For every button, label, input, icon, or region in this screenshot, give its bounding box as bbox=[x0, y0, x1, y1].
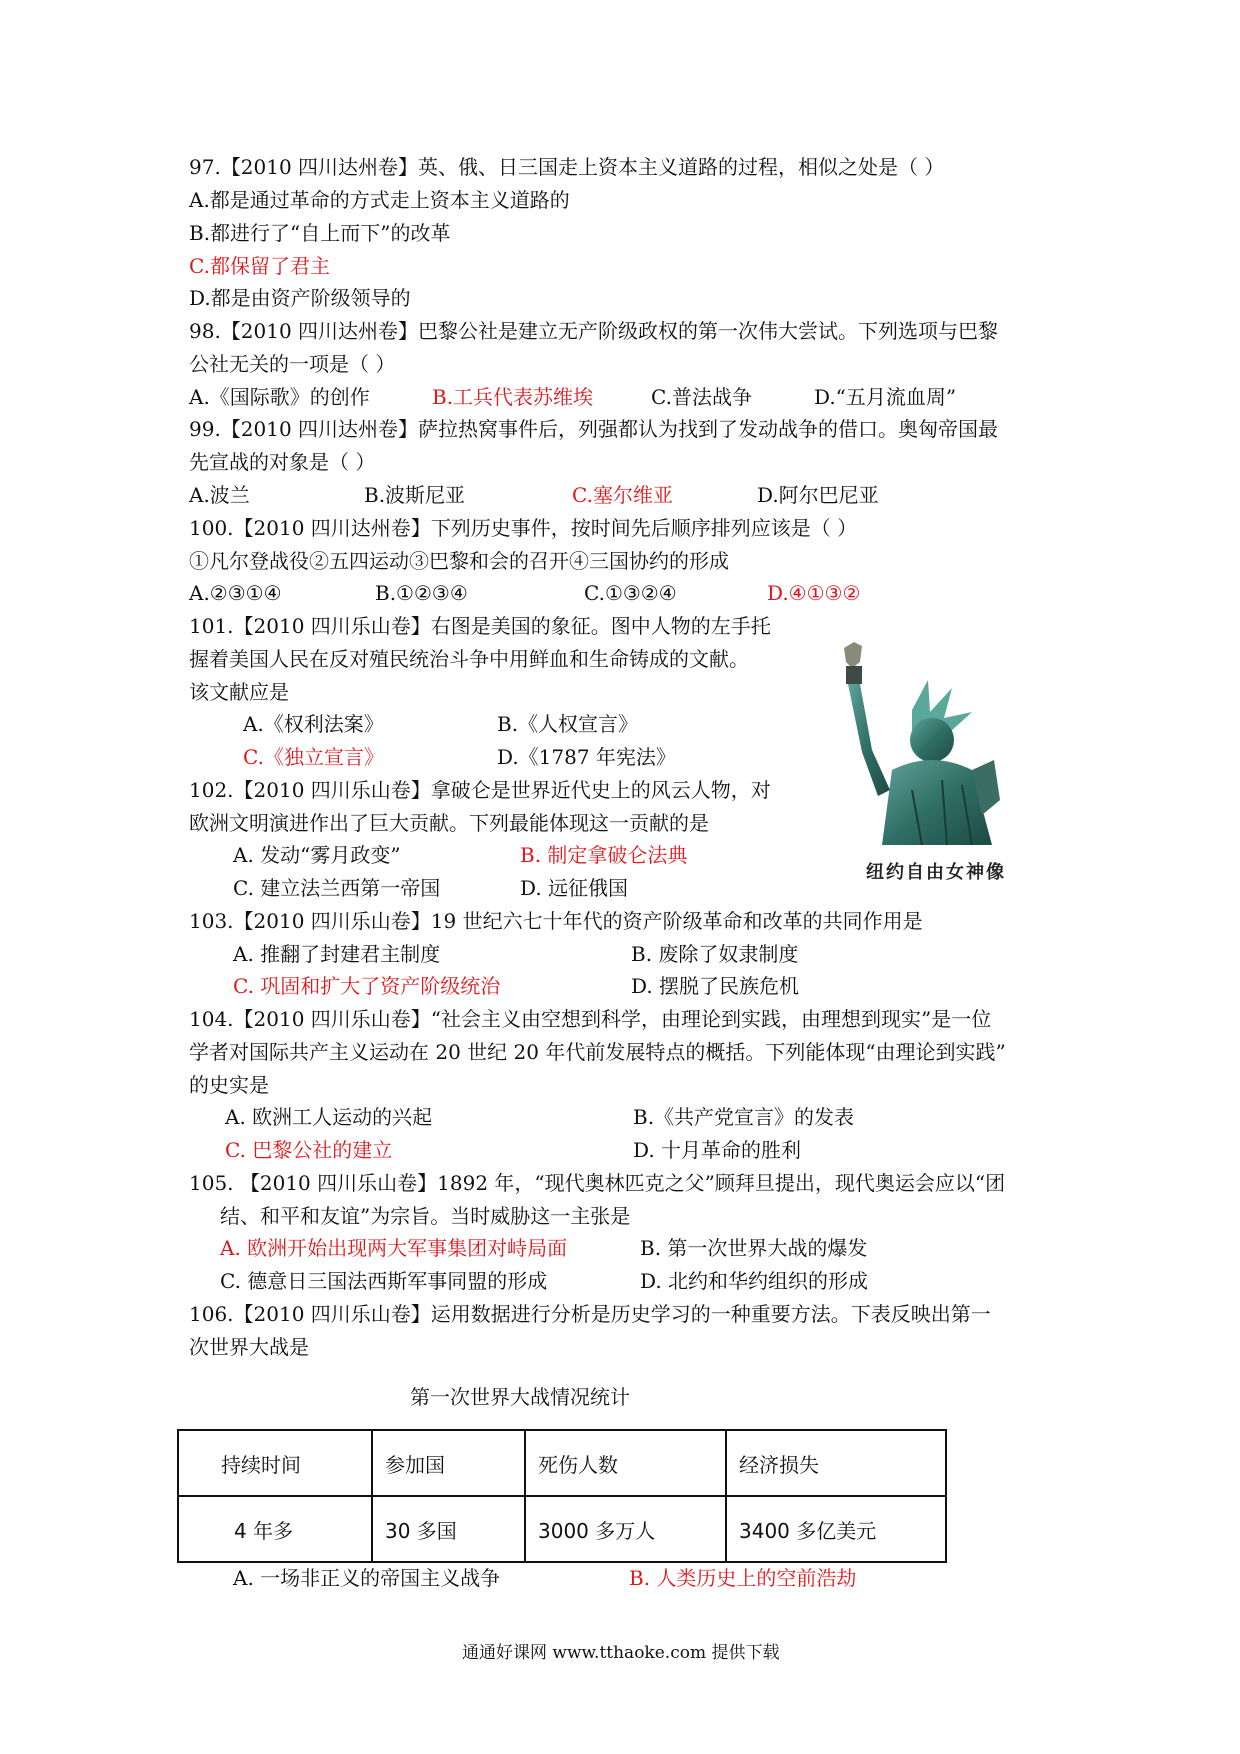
q100-option-a: A.②③①④ bbox=[189, 581, 282, 605]
q99-option-d: D.阿尔巴尼亚 bbox=[757, 483, 879, 507]
q103-option-b: B. 废除了奴隶制度 bbox=[631, 942, 799, 966]
q105-option-d: D. 北约和华约组织的形成 bbox=[640, 1269, 869, 1293]
q106-option-a: A. 一场非正义的帝国主义战争 bbox=[233, 1566, 501, 1590]
q98-option-c: C.普法战争 bbox=[651, 385, 752, 409]
q104-stem-cont: 学者对国际共产主义运动在 20 世纪 20 年代前发展特点的概括。下列能体现“由理论到实践” bbox=[189, 1040, 1006, 1064]
page-footer: 通通好课网 www.tthaoke.com 提供下载 bbox=[462, 1643, 780, 1663]
ww1-statistics-table bbox=[177, 1429, 947, 1563]
q102-stem-cont: 欧洲文明演进作出了巨大贡献。下列最能体现这一贡献的是 bbox=[189, 811, 709, 835]
q102-option-b-answer: B. 制定拿破仑法典 bbox=[520, 843, 688, 867]
q104-stem-cont2: 的史实是 bbox=[189, 1073, 269, 1097]
table-row bbox=[178, 1496, 946, 1562]
q104-option-c-answer: C. 巴黎公社的建立 bbox=[225, 1138, 393, 1162]
q99-option-c-answer: C.塞尔维亚 bbox=[572, 483, 673, 507]
q105-option-c: C. 德意日三国法西斯军事同盟的形成 bbox=[220, 1269, 548, 1293]
q97-option-d: D.都是由资产阶级领导的 bbox=[189, 286, 411, 310]
q101-option-c-answer: C.《独立宣言》 bbox=[243, 745, 384, 769]
q101-stem-cont: 握着美国人民在反对殖民统治斗争中用鲜血和生命铸成的文献。 bbox=[189, 647, 749, 671]
header-casualties: 死伤人数 bbox=[525, 1430, 726, 1496]
q103-option-c-answer: C. 巩固和扩大了资产阶级统治 bbox=[233, 974, 501, 998]
q106-stem-cont: 次世界大战是 bbox=[189, 1335, 309, 1359]
q98-stem: 98.【2010 四川达州卷】巴黎公社是建立无产阶级政权的第一次伟大尝试。下列选项与巴黎 bbox=[189, 319, 999, 343]
q106-option-b-answer: B. 人类历史上的空前浩劫 bbox=[629, 1566, 857, 1590]
q101-stem-cont2: 该文献应是 bbox=[189, 680, 289, 704]
q101-stem: 101.【2010 四川乐山卷】右图是美国的象征。图中人物的左手托 bbox=[189, 614, 771, 638]
q97-option-b: B.都进行了“自上而下”的改革 bbox=[189, 221, 451, 245]
q100-stem: 100.【2010 四川达州卷】下列历史事件，按时间先后顺序排列应该是（ ） bbox=[189, 516, 858, 540]
q102-stem: 102.【2010 四川乐山卷】拿破仑是世界近代史上的风云人物，对 bbox=[189, 778, 771, 802]
q99-option-b: B.波斯尼亚 bbox=[364, 483, 466, 507]
table-title: 第一次世界大战情况统计 bbox=[410, 1385, 630, 1409]
q104-option-d: D. 十月革命的胜利 bbox=[633, 1138, 802, 1162]
q105-option-b: B. 第一次世界大战的爆发 bbox=[640, 1236, 868, 1260]
q99-stem: 99.【2010 四川达州卷】萨拉热窝事件后，列强都认为找到了发动战争的借口。奥匈帝国最 bbox=[189, 417, 999, 441]
q98-option-b-answer: B.工兵代表苏维埃 bbox=[432, 385, 594, 409]
cell-casualties: 3000 多万人 bbox=[525, 1496, 726, 1562]
q102-option-d: D. 远征俄国 bbox=[520, 876, 629, 900]
header-economic-loss: 经济损失 bbox=[726, 1430, 946, 1496]
q97-option-c-answer: C.都保留了君主 bbox=[189, 254, 330, 278]
q104-stem: 104.【2010 四川乐山卷】“社会主义由空想到科学，由理论到实践，由理想到现实”是一位 bbox=[189, 1007, 992, 1031]
q99-option-a: A.波兰 bbox=[189, 483, 250, 507]
q102-option-c: C. 建立法兰西第一帝国 bbox=[233, 876, 441, 900]
q100-option-c: C.①③②④ bbox=[584, 581, 677, 605]
q103-option-d: D. 摆脱了民族危机 bbox=[631, 974, 800, 998]
header-countries: 参加国 bbox=[372, 1430, 525, 1496]
q100-option-b: B.①②③④ bbox=[375, 581, 468, 605]
q103-option-a: A. 推翻了封建君主制度 bbox=[233, 942, 441, 966]
q100-events: ①凡尔登战役②五四运动③巴黎和会的召开④三国协约的形成 bbox=[189, 549, 729, 573]
cell-economic-loss: 3400 多亿美元 bbox=[726, 1496, 946, 1562]
q104-option-b: B.《共产党宣言》的发表 bbox=[633, 1105, 855, 1129]
q99-stem-cont: 先宣战的对象是（ ） bbox=[189, 450, 376, 474]
table-header-row bbox=[178, 1430, 946, 1496]
q105-stem-cont: 结、和平和友谊”为宗旨。当时威胁这一主张是 bbox=[220, 1204, 631, 1228]
q98-option-a: A.《国际歌》的创作 bbox=[189, 385, 370, 409]
q98-option-d: D.“五月流血周” bbox=[814, 385, 957, 409]
statue-of-liberty-image bbox=[832, 640, 1057, 850]
q101-option-a: A.《权利法案》 bbox=[243, 712, 384, 736]
header-duration: 持续时间 bbox=[178, 1430, 372, 1496]
cell-countries: 30 多国 bbox=[372, 1496, 525, 1562]
q100-option-d-answer: D.④①③② bbox=[767, 581, 861, 605]
q97-stem: 97.【2010 四川达州卷】英、俄、日三国走上资本主义道路的过程，相似之处是（ ） bbox=[189, 155, 945, 179]
q98-stem-cont: 公社无关的一项是（ ） bbox=[189, 352, 396, 376]
cell-duration: 4 年多 bbox=[178, 1496, 372, 1562]
figure-caption: 纽约自由女神像 bbox=[866, 862, 1006, 883]
q102-option-a: A. 发动“雾月政变” bbox=[233, 843, 401, 867]
q106-stem: 106.【2010 四川乐山卷】运用数据进行分析是历史学习的一种重要方法。下表反映出第一 bbox=[189, 1302, 991, 1326]
q97-option-a: A.都是通过革命的方式走上资本主义道路的 bbox=[189, 188, 570, 212]
q104-option-a: A. 欧洲工人运动的兴起 bbox=[225, 1105, 433, 1129]
q101-option-b: B.《人权宣言》 bbox=[497, 712, 639, 736]
q105-option-a-answer: A. 欧洲开始出现两大军事集团对峙局面 bbox=[220, 1236, 568, 1260]
q105-stem: 105. 【2010 四川乐山卷】1892 年，“现代奥林匹克之父”顾拜旦提出，现代奥运会应以“团 bbox=[189, 1171, 1006, 1195]
q103-stem: 103.【2010 四川乐山卷】19 世纪六七十年代的资产阶级革命和改革的共同作用是 bbox=[189, 909, 923, 933]
q101-option-d: D.《1787 年宪法》 bbox=[497, 745, 676, 769]
